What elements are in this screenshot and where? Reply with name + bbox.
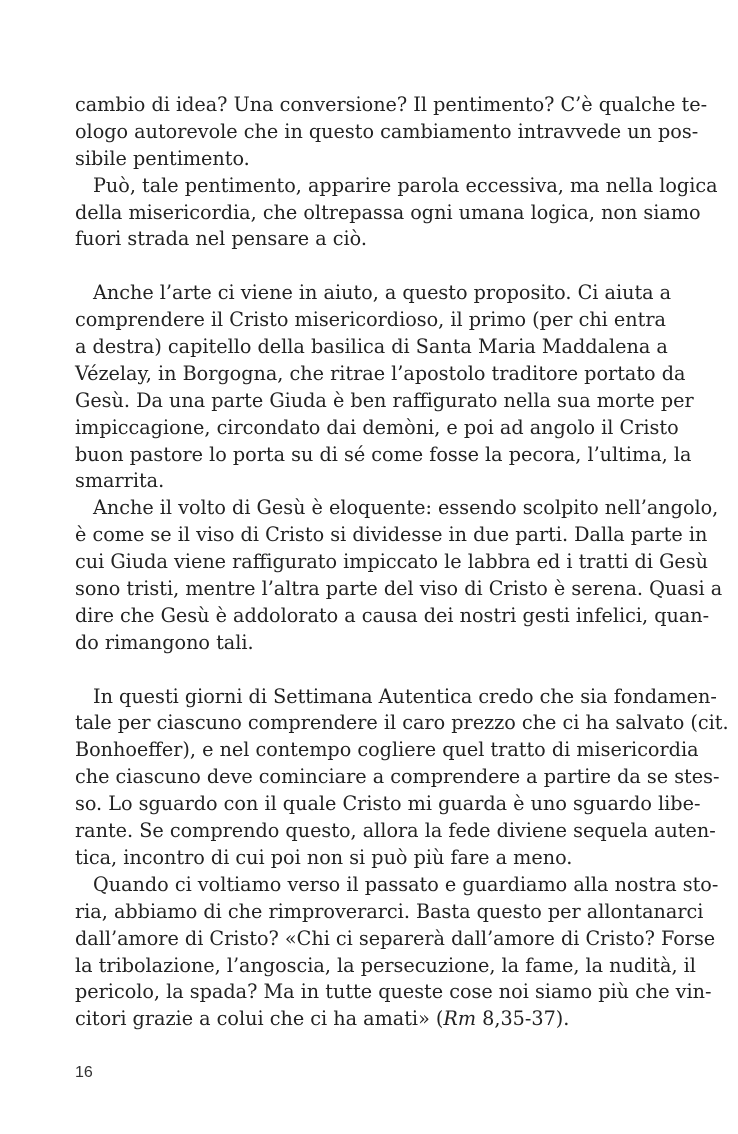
text-line: Vézelay, in Borgogna, che ritrae l’apostolo traditore portato da (75, 361, 686, 385)
text-line: sono tristi, mentre l’altra parte del viso di Cristo è serena. Quasi a (75, 577, 723, 601)
text-line: so. Lo sguardo con il quale Cristo mi guarda è uno sguardo libe- (75, 792, 701, 816)
text-line: cui Giuda viene raffigurato impiccato le labbra ed i tratti di Gesù (75, 550, 708, 574)
text-line: Può, tale pentimento, apparire parola eccessiva, ma nella logica (93, 173, 718, 197)
text-line: tica, incontro di cui poi non si può più fare a meno. (75, 845, 573, 869)
text-line: che ciascuno deve cominciare a comprendere a partire da se stes- (75, 765, 720, 789)
text-line: do rimangono tali. (75, 630, 254, 654)
text-line: impiccagione, circondato dai demòni, e poi ad angolo il Cristo (75, 415, 679, 439)
text-line: dire che Gesù è addolorato a causa dei nostri gesti infelici, quan- (75, 603, 710, 627)
text-line: dall’amore di Cristo? «Chi ci separerà dall’amore di Cristo? Forse (75, 926, 716, 950)
text-run: 8,35-37). (476, 1007, 570, 1031)
paragraph (75, 684, 729, 872)
text-line: Anche l’arte ci viene in aiuto, a questo proposito. Ci aiuta a (93, 281, 672, 305)
page-number: 16 (75, 1064, 93, 1081)
text-line: la tribolazione, l’angoscia, la persecuzione, la fame, la nudità, il (75, 953, 696, 977)
section-break (75, 657, 665, 684)
text-line: rante. Se comprendo questo, allora la fede diviene sequela auten- (75, 819, 716, 843)
text-line: tale per ciascuno comprendere il caro prezzo che ci ha salvato (cit. (75, 711, 729, 735)
text-line: comprendere il Cristo misericordioso, il primo (per chi entra (75, 308, 666, 332)
text-line: della misericordia, che oltrepassa ogni umana logica, non siamo (75, 200, 701, 224)
paragraph (75, 92, 708, 173)
text-line: Anche il volto di Gesù è eloquente: essendo scolpito nell’angolo, (93, 496, 719, 520)
paragraph (75, 872, 719, 1033)
text-line: ologo autorevole che in questo cambiamento intravvede un pos- (75, 119, 699, 143)
text-line-final (75, 1006, 665, 1033)
text-line: fuori strada nel pensare a ciò. (75, 227, 368, 251)
paragraph (75, 280, 694, 495)
text-line: cambio di idea? Una conversione? Il pentimento? C’è qualche te- (75, 93, 708, 116)
paragraph (75, 495, 723, 656)
text-run: citori grazie a colui che ci ha amati» ( (75, 1007, 444, 1031)
text-line: sibile pentimento. (75, 146, 250, 170)
text-line: In questi giorni di Settimana Autentica credo che sia fondamen- (93, 684, 717, 708)
text-line: Quando ci voltiamo verso il passato e guardiamo alla nostra sto- (93, 872, 719, 896)
text-line: ria, abbiamo di che rimproverarci. Basta questo per allontanarci (75, 899, 704, 923)
section-break (75, 253, 665, 280)
paragraph (75, 173, 718, 254)
text-line: è come se il viso di Cristo si dividesse in due parti. Dalla parte in (75, 523, 708, 547)
text-line: buon pastore lo porta su di sé come fosse la pecora, l’ultima, la (75, 442, 692, 466)
bible-book-abbreviation: Rm (443, 1007, 477, 1031)
text-line: Bonhoeffer), e nel contempo cogliere quel tratto di misericordia (75, 738, 699, 762)
text-line: Gesù. Da una parte Giuda è ben raffigurato nella sua morte per (75, 388, 694, 412)
body-text (75, 92, 729, 1033)
text-line: smarrita. (75, 469, 165, 493)
text-line: a destra) capitello della basilica di Santa Maria Maddalena a (75, 335, 668, 359)
text-line: pericolo, la spada? Ma in tutte queste cose noi siamo più che vin- (75, 980, 712, 1004)
